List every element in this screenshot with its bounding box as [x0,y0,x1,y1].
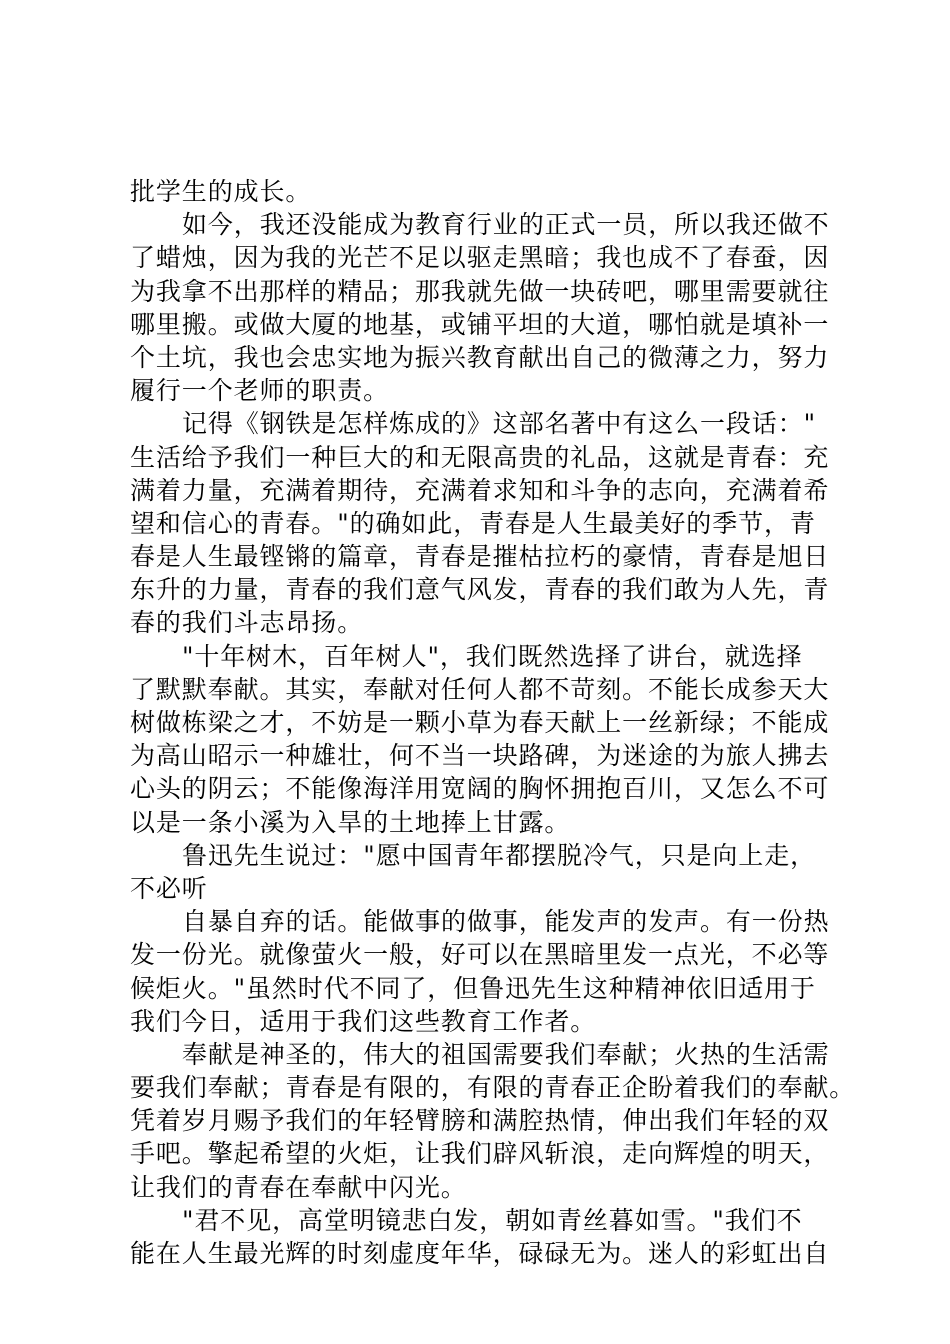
text-line: 要我们奉献；青春是有限的，有限的青春正企盼着我们的奉献。 [130,1073,856,1103]
text-line: 哪里搬。或做大厦的地基，或铺平坦的大道，哪怕就是填补一 [130,309,830,339]
text-line: "十年树木，百年树人"，我们既然选择了讲台，就选择 [182,641,803,671]
text-line: 凭着岁月赐予我们的年轻臂膀和满腔热情，伸出我们年轻的双 [130,1106,830,1136]
text-line: 如今，我还没能成为教育行业的正式一员，所以我还做不 [182,210,830,240]
text-line: 自暴自弃的话。能做事的做事，能发声的发声。有一份热 [182,907,830,937]
text-line: 奉献是神圣的，伟大的祖国需要我们奉献；火热的生活需 [182,1039,830,1069]
text-line: 让我们的青春在奉献中闪光。 [130,1172,467,1202]
text-line: 春的我们斗志昂扬。 [130,608,364,638]
text-line: 记得《钢铁是怎样炼成的》这部名著中有这么一段话：" [182,409,817,439]
text-line: 不必听 [130,873,208,903]
text-line: 了蜡烛，因为我的光芒不足以驱走黑暗；我也成不了春蚕，因 [130,243,830,273]
text-line: 发一份光。就像萤火一般，好可以在黑暗里发一点光，不必等 [130,940,830,970]
text-line: 为高山昭示一种雄壮，何不当一块路碑，为迷途的为旅人拂去 [130,741,830,771]
text-line: 了默默奉献。其实，奉献对任何人都不苛刻。不能长成参天大 [130,674,830,704]
text-line: 手吧。擎起希望的火炬，让我们辟风斩浪，走向辉煌的明天， [130,1139,830,1169]
text-line: 个土坑，我也会忠实地为振兴教育献出自己的微薄之力，努力 [130,342,830,372]
text-line: 候炬火。"虽然时代不同了，但鲁迅先生这种精神依旧适用于 [130,973,816,1003]
text-line: "君不见，高堂明镜悲白发，朝如青丝暮如雪。"我们不 [182,1205,803,1235]
document-text [130,175,856,1270]
text-line: 生活给予我们一种巨大的和无限高贵的礼品，这就是青春：充 [130,442,830,472]
text-line: 批学生的成长。 [130,177,312,206]
text-line: 以是一条小溪为入旱的土地捧上甘露。 [130,807,571,837]
text-line: 心头的阴云；不能像海洋用宽阔的胸怀拥抱百川，又怎么不可 [130,774,830,804]
text-line: 为我拿不出那样的精品；那我就先做一块砖吧，哪里需要就往 [130,276,830,306]
text-line: 我们今日，适用于我们这些教育工作者。 [130,1006,597,1036]
text-line: 树做栋梁之才，不妨是一颗小草为春天献上一丝新绿；不能成 [130,708,830,737]
text-line: 能在人生最光辉的时刻虚度年华，碌碌无为。迷人的彩虹出自 [130,1239,830,1268]
text-line: 满着力量，充满着期待，充满着求知和斗争的志向，充满着希 [130,475,830,505]
text-line: 履行一个老师的职责。 [130,376,390,406]
text-line: 春是人生最铿锵的篇章，青春是摧枯拉朽的豪情，青春是旭日 [130,542,830,572]
text-line: 东升的力量，青春的我们意气风发，青春的我们敢为人先，青 [130,575,830,605]
text-line: 望和信心的青春。"的确如此，青春是人生最美好的季节，青 [130,508,816,538]
text-line: 鲁迅先生说过："愿中国青年都摆脱冷气，只是向上走， [182,840,817,870]
